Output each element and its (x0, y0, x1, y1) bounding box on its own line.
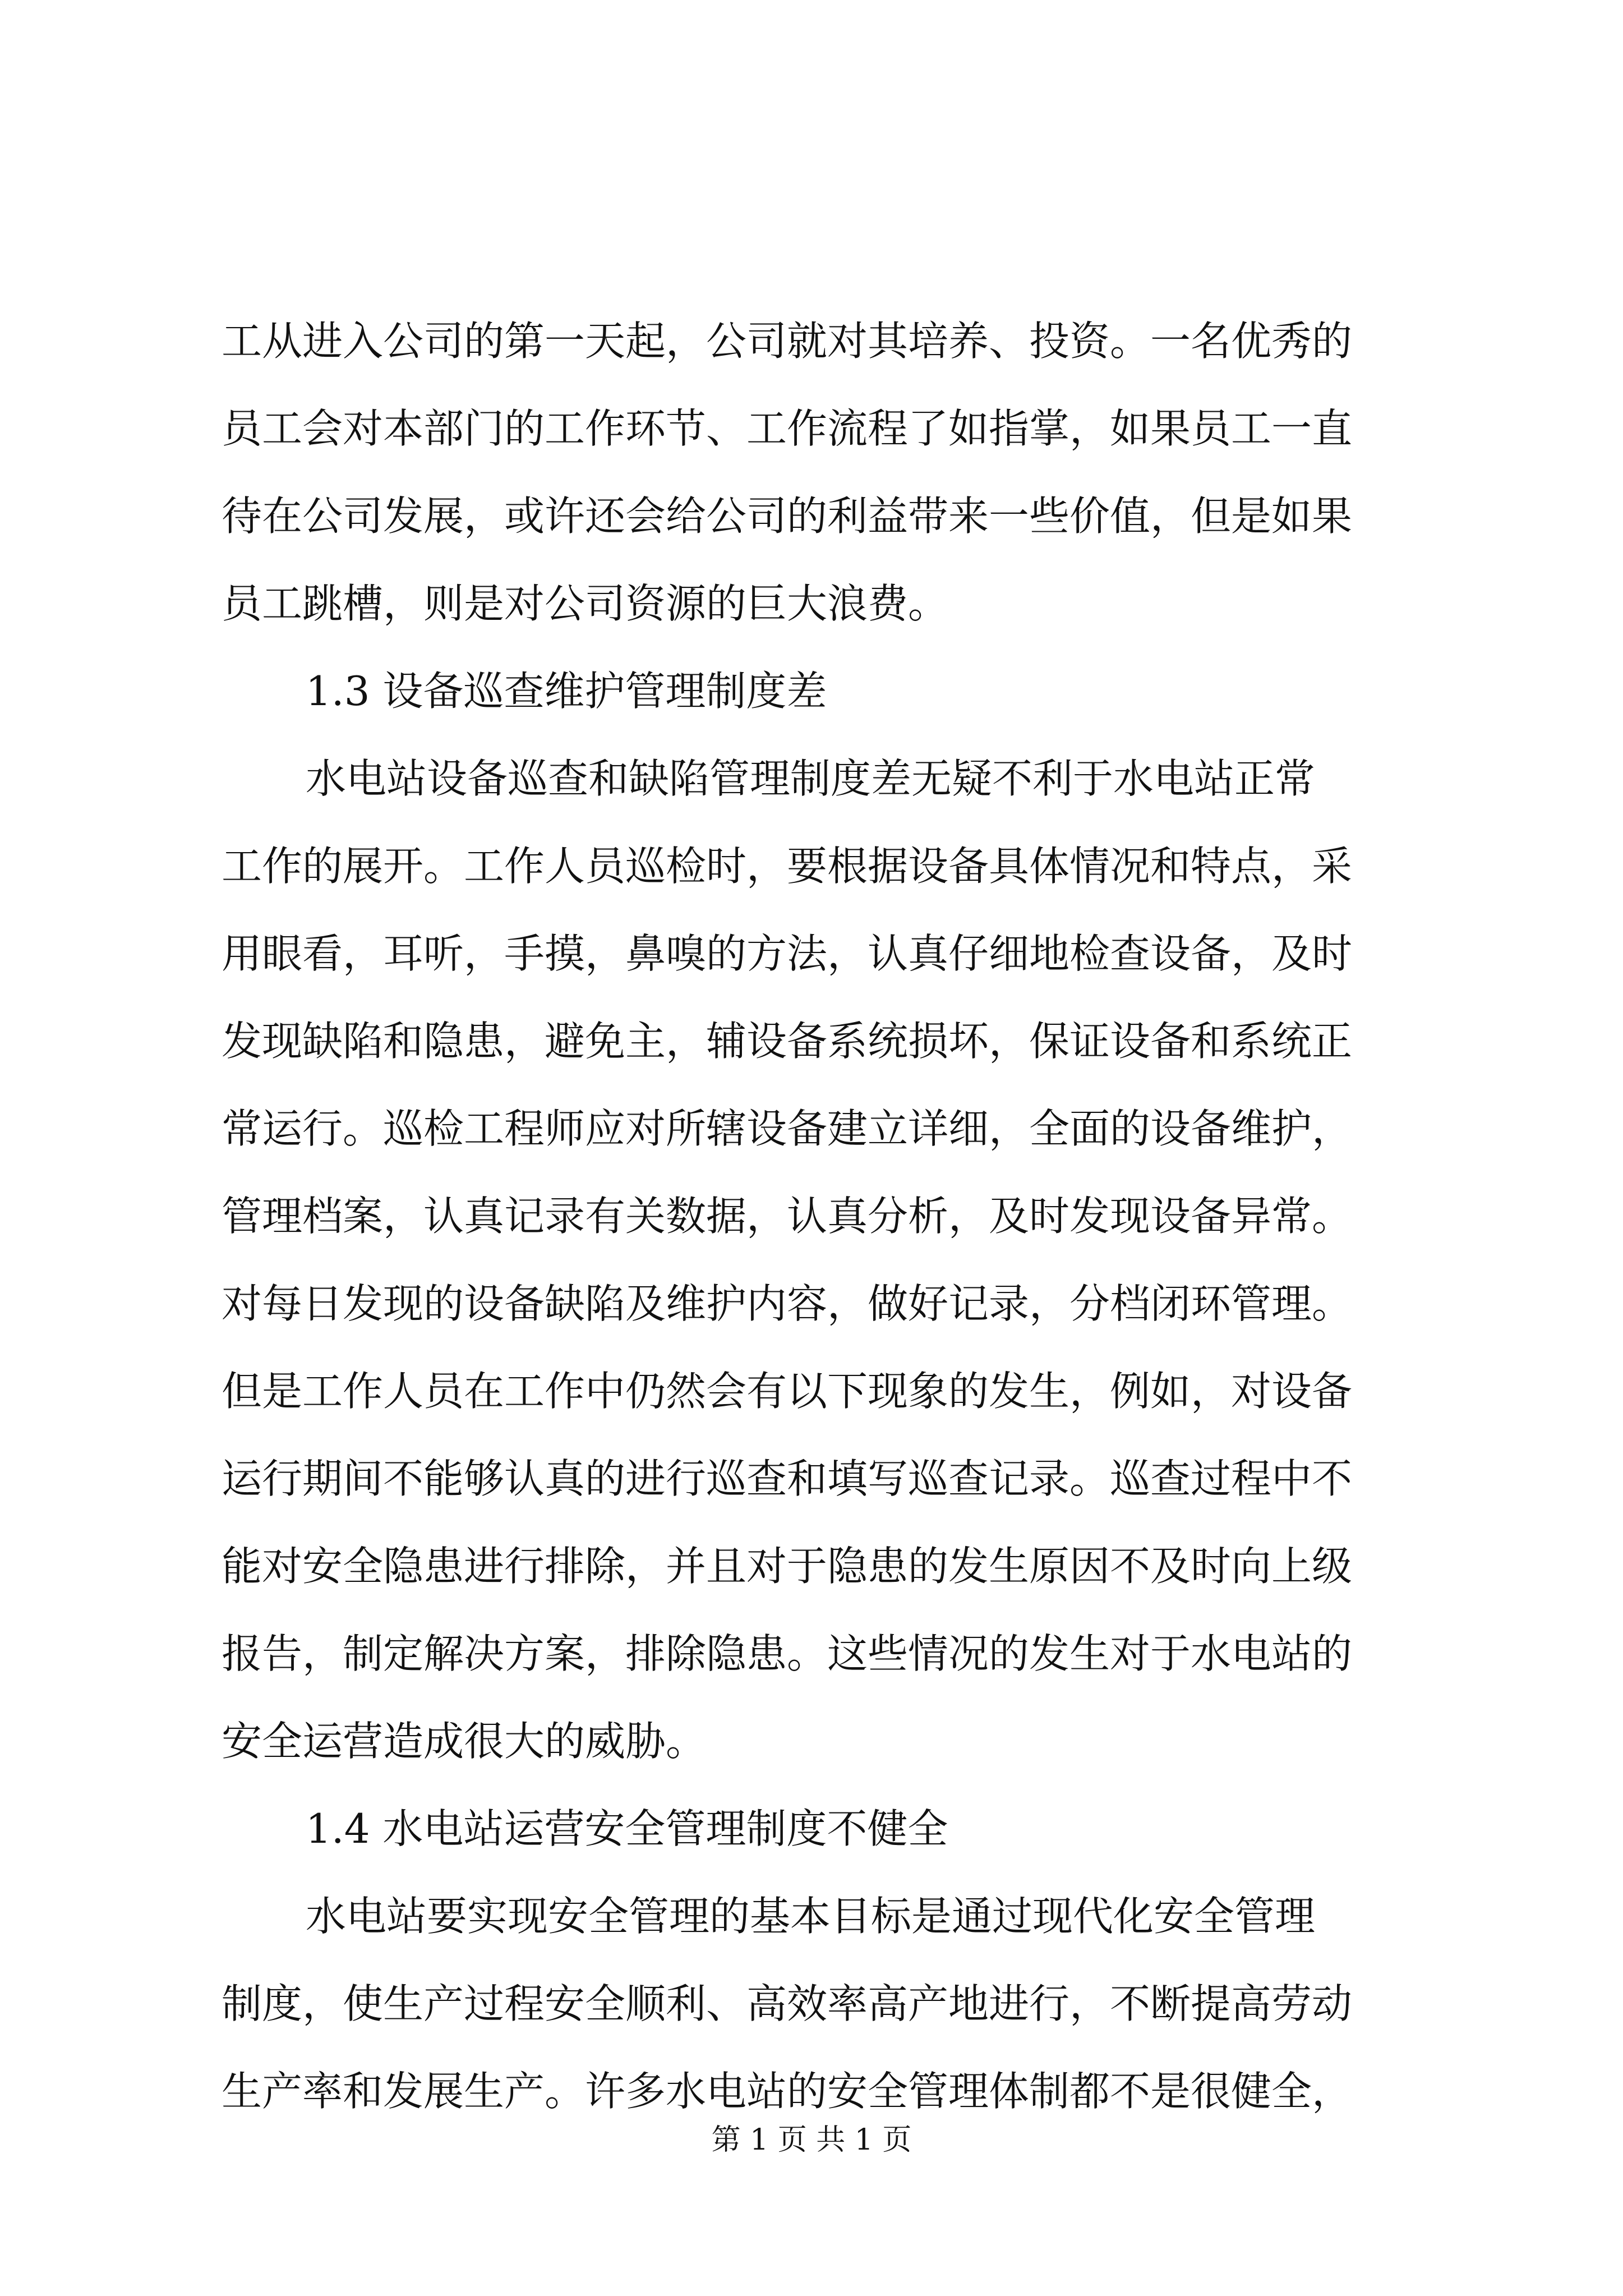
body-line: 报告，制定解决方案，排除隐患。这些情况的发生对于水电站的 (222, 1630, 1353, 1677)
body-line: 对每日发现的设备缺陷及维护内容，做好记录，分档闭环管理。 (222, 1280, 1353, 1327)
body-line: 生产率和发展生产。许多水电站的安全管理体制都不是很健全， (222, 2068, 1353, 2115)
body-line: 水电站设备巡查和缺陷管理制度差无疑不利于水电站正常 (306, 755, 1316, 802)
body-line: 工从进入公司的第一天起，公司就对其培养、投资。一名优秀的 (222, 318, 1353, 365)
body-line: 用眼看，耳听，手摸，鼻嗅的方法，认真仔细地检查设备，及时 (222, 930, 1353, 977)
body-line: 员工会对本部门的工作环节、工作流程了如指掌，如果员工一直 (222, 405, 1353, 452)
section-heading-1-3: 1.3 设备巡查维护管理制度差 (306, 668, 827, 715)
body-line: 运行期间不能够认真的进行巡查和填写巡查记录。巡查过程中不 (222, 1455, 1353, 1502)
document-body (222, 297, 1399, 2135)
body-line: 待在公司发展，或许还会给公司的利益带来一些价值，但是如果 (222, 493, 1353, 540)
body-line: 发现缺陷和隐患，避免主，辅设备系统损坏，保证设备和系统正 (222, 1018, 1353, 1065)
body-line: 制度，使生产过程安全顺利、高效率高产地进行，不断提高劳动 (222, 1980, 1353, 2027)
body-line: 能对安全隐患进行排除，并且对于隐患的发生原因不及时向上级 (222, 1543, 1353, 1590)
body-line: 但是工作人员在工作中仍然会有以下现象的发生，例如，对设备 (222, 1368, 1353, 1415)
section-heading-1-4: 1.4 水电站运营安全管理制度不健全 (306, 1805, 948, 1852)
body-line: 工作的展开。工作人员巡检时，要根据设备具体情况和特点，采 (222, 843, 1353, 890)
page-footer: 第 1 页 共 1 页 (711, 2123, 912, 2157)
body-line: 员工跳槽，则是对公司资源的巨大浪费。 (222, 580, 949, 627)
body-line: 安全运营造成很大的威胁。 (222, 1718, 707, 1765)
body-line: 水电站要实现安全管理的基本目标是通过现代化安全管理 (306, 1893, 1316, 1940)
body-line: 常运行。巡检工程师应对所辖设备建立详细，全面的设备维护， (222, 1105, 1353, 1152)
body-line: 管理档案，认真记录有关数据，认真分析，及时发现设备异常。 (222, 1193, 1353, 1240)
